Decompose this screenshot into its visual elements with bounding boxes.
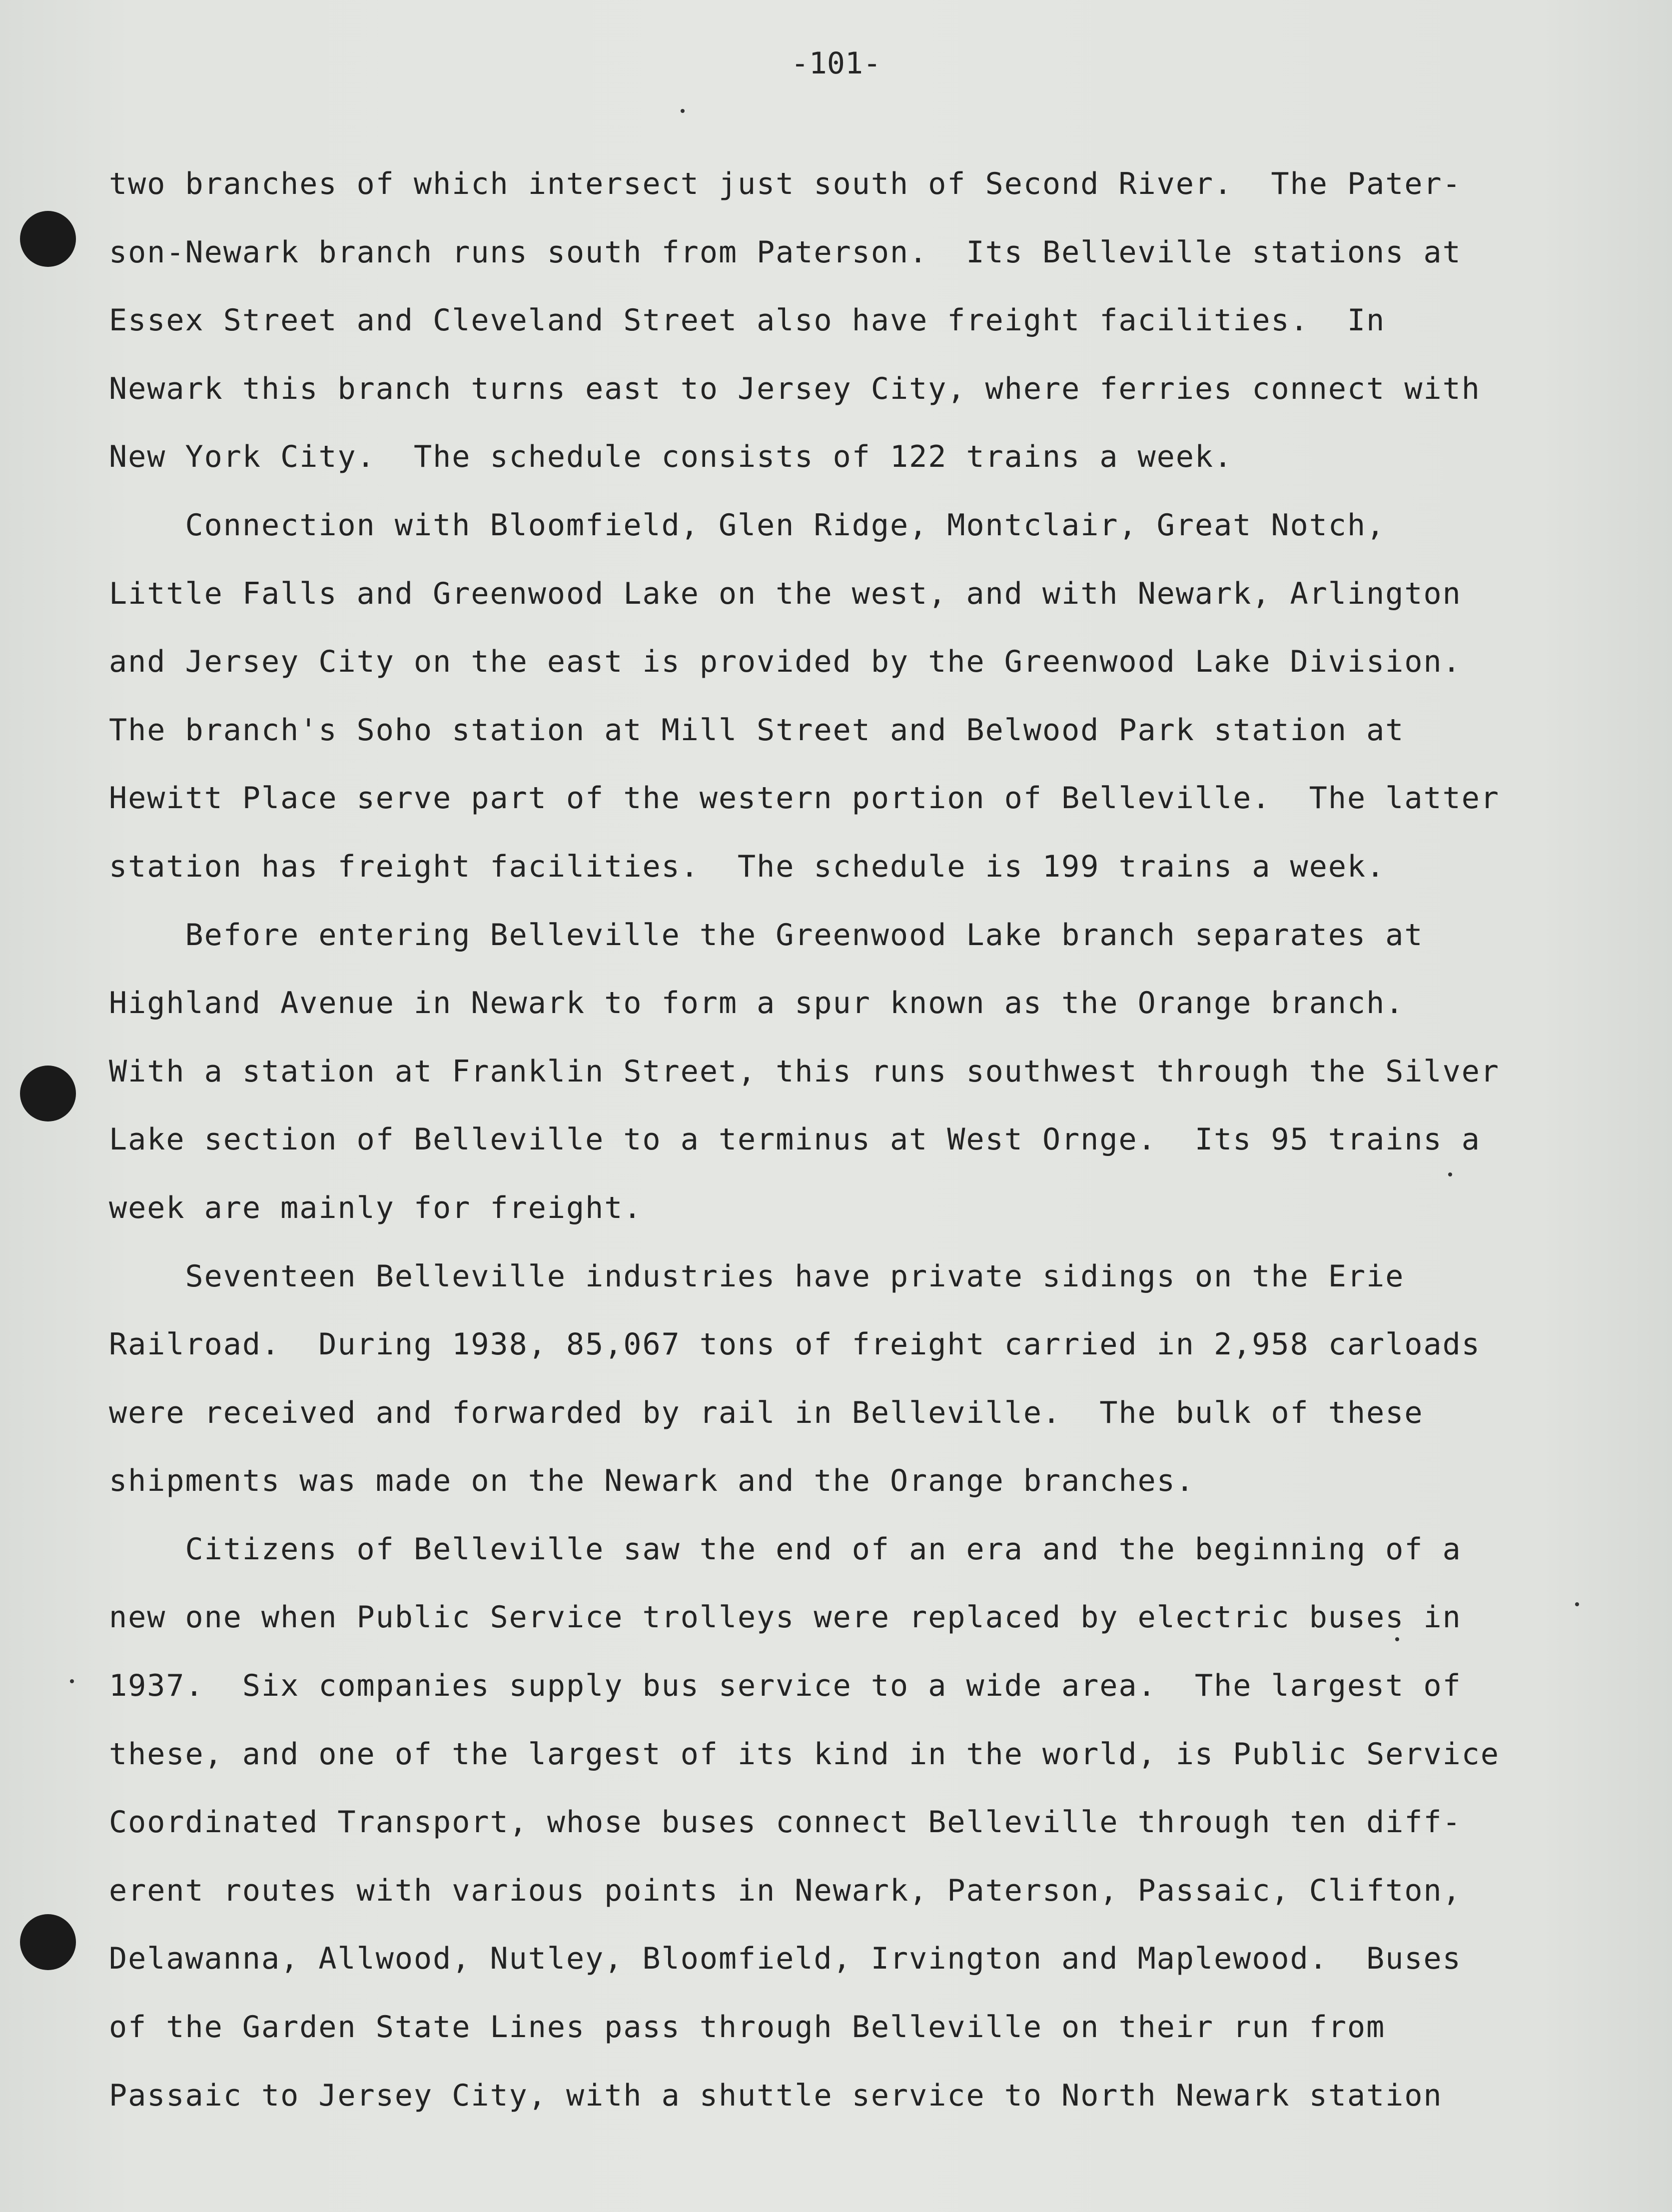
text-line: two branches of which intersect just south of Second River. The Pater- <box>109 166 1462 201</box>
text-line: son-Newark branch runs south from Paterson. Its Belleville stations at <box>109 234 1462 270</box>
punch-hole-middle <box>20 1066 76 1121</box>
page-number: -101- <box>791 46 881 81</box>
text-line: week are mainly for freight. <box>109 1190 643 1225</box>
text-line: The branch's Soho station at Mill Street and Belwood Park station at <box>109 712 1405 748</box>
punch-hole-top <box>20 211 76 267</box>
text-line: shipments was made on the Newark and the Orange branches. <box>109 1463 1195 1499</box>
punch-hole-bottom <box>20 1914 76 1970</box>
ink-speck <box>681 109 685 113</box>
ink-speck <box>70 1679 74 1683</box>
text-line: these, and one of the largest of its kind in the world, is Public Service <box>109 1736 1500 1772</box>
text-line: Connection with Bloomfield, Glen Ridge, Montclair, Great Notch, <box>109 507 1386 543</box>
text-line: Citizens of Belleville saw the end of an era and the beginning of a <box>109 1531 1462 1567</box>
text-line: erent routes with various points in Newark, Paterson, Passaic, Clifton, <box>109 1873 1462 1908</box>
text-line: With a station at Franklin Street, this runs southwest through the Silver <box>109 1054 1500 1089</box>
text-line: new one when Public Service trolleys were replaced by electric buses in <box>109 1600 1462 1635</box>
text-line: Newark this branch turns east to Jersey City, where ferries connect with <box>109 371 1481 406</box>
text-line: Delawanna, Allwood, Nutley, Bloomfield, Irvington and Maplewood. Buses <box>109 1941 1462 1977</box>
body-text <box>109 150 1608 2130</box>
text-line: of the Garden State Lines pass through Belleville on their run from <box>109 2010 1386 2045</box>
text-line: Seventeen Belleville industries have private sidings on the Erie <box>109 1258 1405 1294</box>
text-line: 1937. Six companies supply bus service to a wide area. The largest of <box>109 1668 1462 1704</box>
text-line: Essex Street and Cleveland Street also have freight facilities. In <box>109 303 1386 338</box>
text-line: and Jersey City on the east is provided by the Greenwood Lake Division. <box>109 644 1462 680</box>
text-line: Railroad. During 1938, 85,067 tons of freight carried in 2,958 carloads <box>109 1327 1481 1362</box>
text-line: Hewitt Place serve part of the western portion of Belleville. The latter <box>109 781 1500 816</box>
text-line: Passaic to Jersey City, with a shuttle service to North Newark station <box>109 2078 1443 2113</box>
text-line: Lake section of Belleville to a terminus at West Ornge. Its 95 trains a <box>109 1122 1481 1157</box>
text-line: Coordinated Transport, whose buses connect Belleville through ten diff- <box>109 1805 1462 1840</box>
text-line: Highland Avenue in Newark to form a spur known as the Orange branch. <box>109 986 1405 1021</box>
text-line: station has freight facilities. The schedule is 199 trains a week. <box>109 849 1386 884</box>
text-line: were received and forwarded by rail in Belleville. The bulk of these <box>109 1395 1424 1430</box>
text-line: New York City. The schedule consists of 122 trains a week. <box>109 439 1233 475</box>
text-line: Little Falls and Greenwood Lake on the west, and with Newark, Arlington <box>109 576 1462 611</box>
text-line: Before entering Belleville the Greenwood Lake branch separates at <box>109 917 1424 953</box>
